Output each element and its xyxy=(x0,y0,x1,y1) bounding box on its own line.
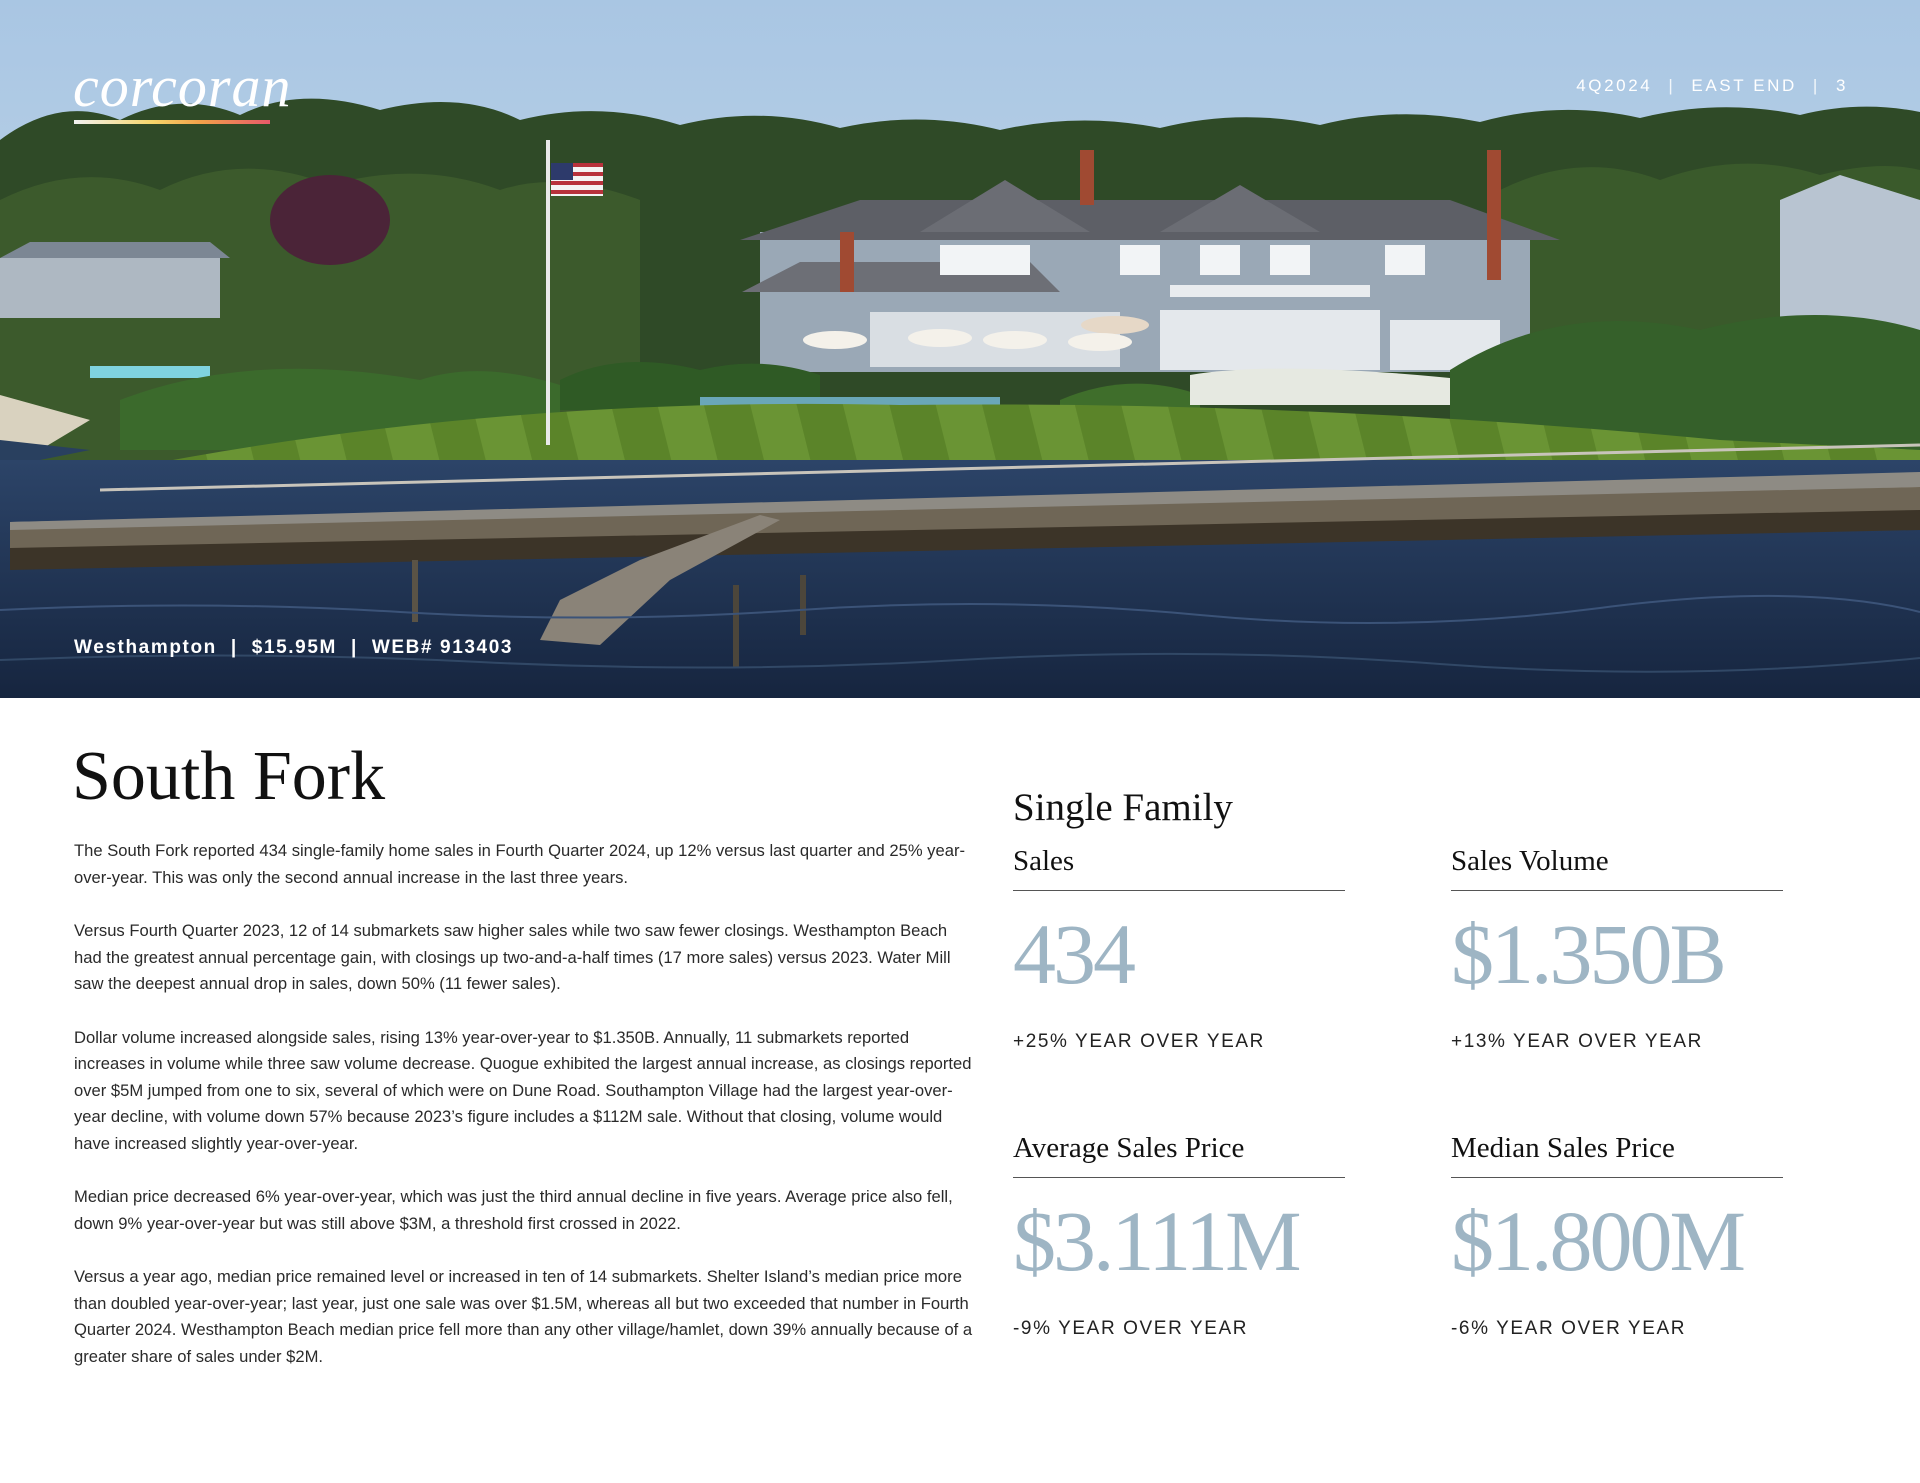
stat-label: Sales xyxy=(1013,845,1345,891)
paragraph: Dollar volume increased alongside sales, rising 13% year-over-year to $1.350B. Annually, 11 submarkets reported increases in volume while three saw volume decrease. Quogue exhibited the largest annual increase, as closings reported over $5M jumped from one to six, several of which were on Dune Road. Southampton Village had the largest year-over-year decline, with volume down 57% because 2023’s figure includes a $112M sale. Without that closing, volume would have increased slightly year-over-year. xyxy=(74,1027,972,1153)
caption-location: Westhampton xyxy=(74,637,217,658)
article-body xyxy=(74,838,974,1397)
stat-change: +13% YEAR OVER YEAR xyxy=(1451,1031,1703,1052)
stat-change: +25% YEAR OVER YEAR xyxy=(1013,1031,1265,1052)
page-meta xyxy=(1576,76,1848,96)
stat-value: $3.111M xyxy=(1013,1193,1299,1289)
stat-change: -6% YEAR OVER YEAR xyxy=(1451,1318,1687,1339)
quarter-label: 4Q2024 xyxy=(1576,76,1653,95)
stat-value: $1.350B xyxy=(1451,906,1724,1002)
stat-median-price xyxy=(1451,1132,1783,1340)
caption-separator: | xyxy=(350,637,358,658)
region-label: EAST END xyxy=(1691,76,1797,95)
flag xyxy=(551,163,603,196)
paragraph: The South Fork reported 434 single-family home sales in Fourth Quarter 2024, up 12% versus last quarter and 25% year-over-year. This was only the second annual increase in the last three years. xyxy=(74,841,965,887)
caption-separator: | xyxy=(230,637,238,658)
logo-underline xyxy=(74,120,270,124)
section-heading: Single Family xyxy=(1013,786,1233,829)
photo-caption xyxy=(74,637,513,659)
paragraph: Versus Fourth Quarter 2023, 12 of 14 submarkets saw higher sales while two saw fewer closings. Westhampton Beach had the greatest annual percentage gain, with closings up two-and-a-half times (17 more sales) versus 2023. Water Mill saw the deepest annual drop in sales, down 50% (11 fewer sales). xyxy=(74,921,951,993)
stat-label: Median Sales Price xyxy=(1451,1132,1783,1178)
caption-price: $15.95M xyxy=(251,637,337,658)
stat-sales xyxy=(1013,845,1345,1053)
paragraph: Versus a year ago, median price remained level or increased in ten of 14 submarkets. Shelter Island’s median price more than doubled year-over-year; last year, just one sale was over $1.5M, whereas all but two exceeded that number in Fourth Quarter 2024. Westhampton Beach median price fell more than any other village/hamlet, down 39% annually because of a greater share of sales under $2M. xyxy=(74,1267,973,1366)
stat-label: Average Sales Price xyxy=(1013,1132,1345,1178)
stat-value: $1.800M xyxy=(1451,1193,1743,1289)
hero-photo xyxy=(0,0,1920,698)
corcoran-logo[interactable]: corcoran xyxy=(73,54,292,119)
meta-separator: | xyxy=(1668,76,1676,95)
stat-label: Sales Volume xyxy=(1451,845,1783,891)
page-title: South Fork xyxy=(72,738,386,815)
page-number: 3 xyxy=(1835,76,1848,95)
paragraph: Median price decreased 6% year-over-year, which was just the third annual decline in five years. Average price also fell, down 9% year-over-year but was still above $3M, a threshold first crossed in 2022. xyxy=(74,1187,953,1233)
caption-web-id: WEB# 913403 xyxy=(371,637,514,658)
stat-value: 434 xyxy=(1013,906,1133,1002)
meta-separator: | xyxy=(1812,76,1820,95)
stat-average-price xyxy=(1013,1132,1345,1340)
stat-sales-volume xyxy=(1451,845,1783,1053)
stat-change: -9% YEAR OVER YEAR xyxy=(1013,1318,1249,1339)
